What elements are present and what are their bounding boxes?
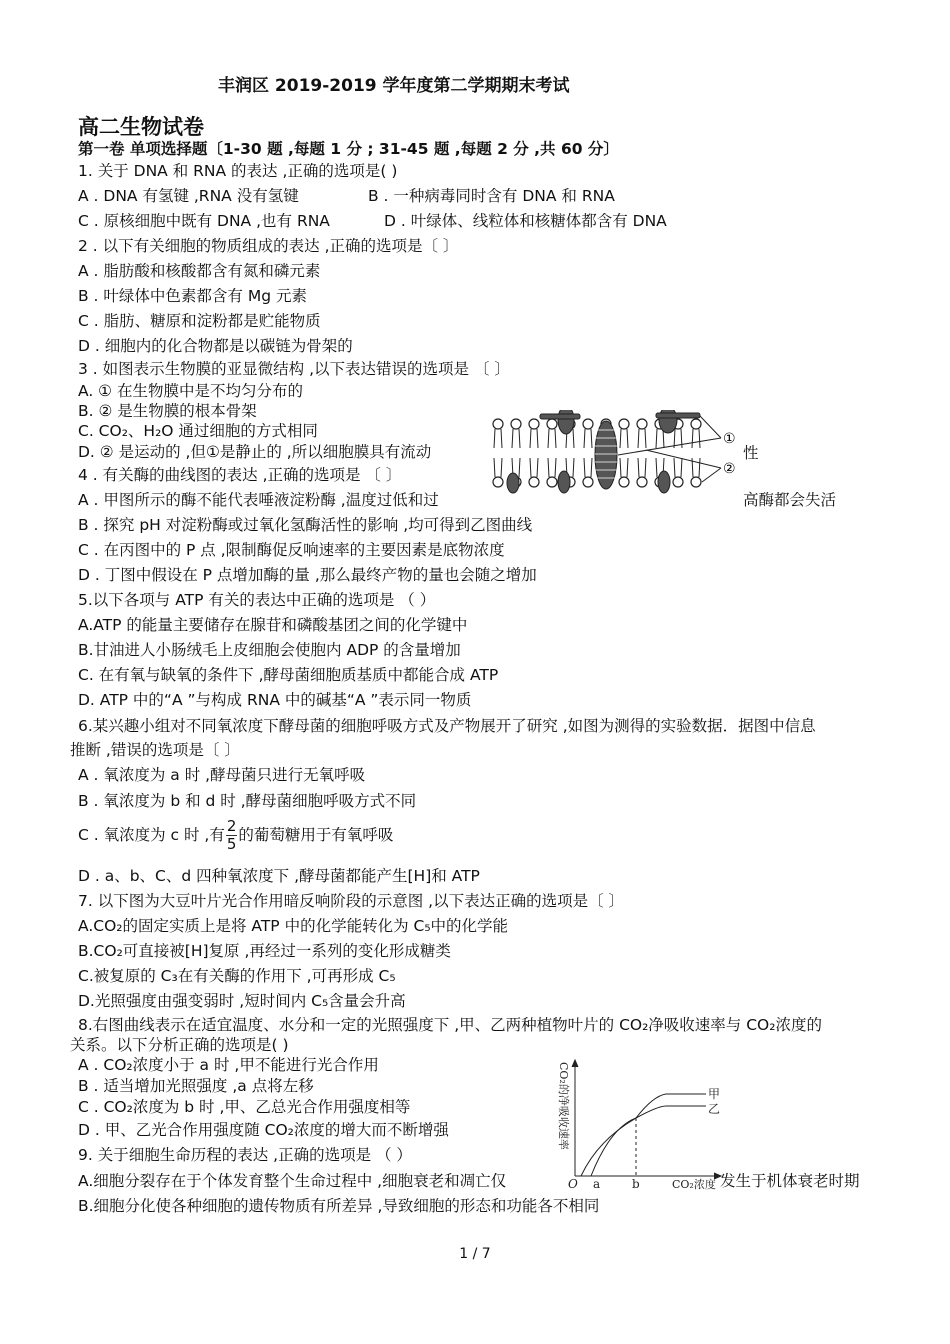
page-number: 1 / 7 <box>459 1246 491 1262</box>
series-yi <box>581 1106 706 1176</box>
q7-option-a: A.CO₂的固定实质上是将 ATP 中的化学能转化为 C₅中的化学能 <box>78 917 509 935</box>
q8-stem-line2: 关系。以下分析正确的选项是( ) <box>70 1036 289 1054</box>
q7-option-c: C.被复原的 C₃在有关酶的作用下 ,可再形成 C₅ <box>78 967 396 985</box>
q9-option-a: A.细胞分裂存在于个体发育整个生命过程中 ,细胞衰老和凋亡仅 <box>78 1172 507 1190</box>
q5-option-c: C. 在有氧与缺氧的条件下 ,酵母菌细胞质基质中都能合成 ATP <box>78 666 499 684</box>
q1-option-c: C . 原核细胞中既有 DNA ,也有 RNA <box>78 212 330 230</box>
q2-option-a: A . 脂肪酸和核酸都含有氮和磷元素 <box>78 262 321 280</box>
q7-stem: 7. 以下图为大豆叶片光合作用暗反响阶段的示意图 ,以下表达正确的选项是〔 〕 <box>78 892 624 910</box>
q5-option-d: D. ATP 中的“A ”与构成 RNA 中的碱基“A ”表示同一物质 <box>78 691 472 709</box>
q9-stem: 9. 关于细胞生命历程的表达 ,正确的选项是 （ ） <box>78 1146 412 1164</box>
legend-yi: 乙 <box>708 1102 721 1116</box>
q8-option-b: B . 适当增加光照强度 ,a 点将左移 <box>78 1077 314 1095</box>
legend-jia: 甲 <box>708 1087 721 1101</box>
fraction <box>226 818 238 853</box>
x-tick-origin: O <box>568 1177 578 1190</box>
q4-option-b: B . 探究 pH 对淀粉酶或过氧化氢酶活性的影响 ,均可得到乙图曲线 <box>78 516 533 534</box>
label-2: ② <box>723 461 736 477</box>
q3-option-d: D. ② 是运动的 ,但①是静止的 ,所以细胞膜具有流动 <box>78 443 432 461</box>
q8-option-c: C . CO₂浓度为 b 时 ,甲、乙总光合作用强度相等 <box>78 1098 411 1116</box>
q9-option-a-tail: 发生于机体衰老时期 <box>720 1172 860 1190</box>
q2-stem: 2 . 以下有关细胞的物质组成的表达 ,正确的选项是〔 〕 <box>78 237 459 255</box>
fraction-numerator: 2 <box>226 817 237 835</box>
q3-option-a: A. ① 在生物膜中是不均匀分布的 <box>78 382 304 400</box>
exam-title: 丰润区 2019-2019 学年度第二学期期末考试 <box>218 76 570 96</box>
q2-option-c: C . 脂肪、糖原和淀粉都是贮能物质 <box>78 312 321 330</box>
q8-stem-line1: 8.右图曲线表示在适宜温度、水分和一定的光照强度下 ,甲、乙两种植物叶片的 CO₂净吸收速率与 CO₂浓度的 <box>78 1016 822 1034</box>
q3-option-c: C. CO₂、H₂O 通过细胞的方式相同 <box>78 422 318 440</box>
q1-option-b: B . 一种病毒同时含有 DNA 和 RNA <box>368 187 615 205</box>
transmembrane-protein <box>595 421 617 489</box>
q1-option-d: D . 叶绿体、线粒体和核糖体都含有 DNA <box>384 212 667 230</box>
q6-option-b: B . 氧浓度为 b 和 d 时 ,酵母菌细胞呼吸方式不同 <box>78 792 417 810</box>
q1-stem: 1. 关于 DNA 和 RNA 的表达 ,正确的选项是( ) <box>78 162 398 180</box>
x-tick-a: a <box>593 1177 601 1190</box>
q5-stem: 5.以下各项与 ATP 有关的表达中正确的选项是 （ ） <box>78 591 436 609</box>
membrane-diagram <box>488 410 748 500</box>
fraction-denominator: 5 <box>226 835 237 853</box>
q8-option-a: A . CO₂浓度小于 a 时 ,甲不能进行光合作用 <box>78 1056 379 1074</box>
y-axis-label: CO₂的净吸收速率 <box>557 1062 570 1150</box>
q9-option-b: B.细胞分化使各种细胞的遗传物质有所差异 ,导致细胞的形态和功能各不相同 <box>78 1197 600 1215</box>
q2-option-b: B . 叶绿体中色素都含有 Mg 元素 <box>78 287 307 305</box>
q2-option-d: D . 细胞内的化合物都是以碳链为骨架的 <box>78 337 353 355</box>
q6-option-d: D . a、b、C、d 四种氧浓度下 ,酵母菌都能产生[H]和 ATP <box>78 867 480 885</box>
q5-option-b: B.甘油进人小肠绒毛上皮细胞会使胞内 ADP 的含量增加 <box>78 641 461 659</box>
section-heading: 第一卷 单项选择题〔1-30 题 ,每题 1 分 ; 31-45 题 ,每题 2 分 ,共 60 分〕 <box>78 140 619 158</box>
q6-stem-line1: 6.某兴趣小组对不同氧浓度下酵母菌的细胞呼吸方式及产物展开了研究 ,如图为测得的实验数据．据图中信息 <box>78 717 816 735</box>
q6-option-c <box>78 817 393 853</box>
subject-title: 高二生物试卷 <box>78 115 204 139</box>
q5-option-a: A.ATP 的能量主要储存在腺苷和磷酸基团之间的化学键中 <box>78 616 468 634</box>
q3-option-d-tail: 性 <box>743 444 759 462</box>
q6-option-c-tail: 的葡萄糖用于有氧呼吸 <box>238 826 394 844</box>
q8-option-d: D . 甲、乙光合作用强度随 CO₂浓度的增大而不断增强 <box>78 1121 449 1139</box>
x-axis-label: CO₂浓度 <box>672 1178 716 1190</box>
x-tick-b: b <box>632 1177 640 1190</box>
q4-stem: 4 . 有关酶的曲线图的表达 ,正确的选项是 〔 〕 <box>78 466 402 484</box>
q6-stem-line2: 推断 ,错误的选项是〔 〕 <box>70 741 240 759</box>
q3-stem: 3 . 如图表示生物膜的亚显微结构 ,以下表达错误的选项是 〔 〕 <box>78 360 510 378</box>
q4-option-a-tail: 高酶都会失活 <box>743 491 837 509</box>
q4-option-c: C . 在丙图中的 P 点 ,限制酶促反响速率的主要因素是底物浓度 <box>78 541 505 559</box>
q4-option-d: D . 丁图中假设在 P 点增加酶的量 ,那么最终产物的量也会随之增加 <box>78 566 537 584</box>
q1-option-a: A . DNA 有氢键 ,RNA 没有氢键 <box>78 187 299 205</box>
q4-option-a: A . 甲图所示的酶不能代表唾液淀粉酶 ,温度过低和过 <box>78 491 439 509</box>
label-1: ① <box>723 431 736 447</box>
q7-option-d: D.光照强度由强变弱时 ,短时间内 C₅含量会升高 <box>78 992 406 1010</box>
co2-absorption-chart <box>548 1058 728 1190</box>
q7-option-b: B.CO₂可直接被[H]复原 ,再经过一系列的变化形成糖类 <box>78 942 451 960</box>
q6-option-c-text: C . 氧浓度为 c 时 ,有 <box>78 826 225 844</box>
q6-option-a: A . 氧浓度为 a 时 ,酵母菌只进行无氧呼吸 <box>78 766 366 784</box>
q3-option-b: B. ② 是生物膜的根本骨架 <box>78 402 257 420</box>
